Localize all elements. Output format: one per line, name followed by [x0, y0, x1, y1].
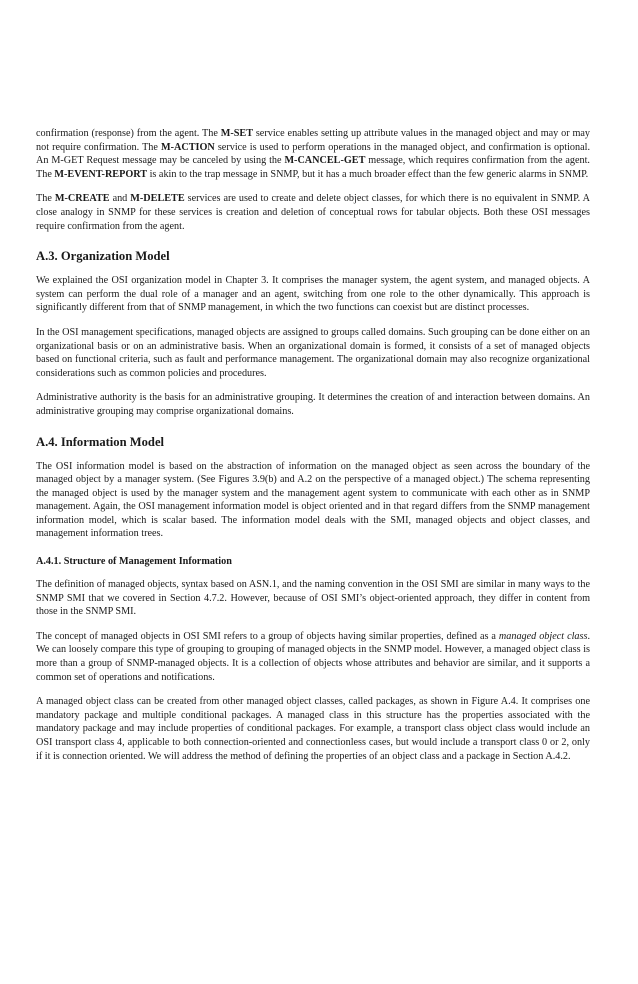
text: The concept of managed objects in OSI SMI refers to a group of objects having similar properties, defined as a — [36, 630, 499, 642]
paragraph-organization-model: We explained the OSI organization model in Chapter 3. It comprises the manager system, the agent system, and managed objects. A system can perform the dual role of a manager and an agent, switching from one role to the other dynamically. This approach is significantly different from that of SNMP management, in which the two functions can coexist but are distinct processes. — [36, 275, 590, 314]
paragraph-managed-object-class — [36, 630, 590, 684]
text: service enables setting up attribute values in the managed object and may or may not require confirmation. The — [36, 128, 591, 153]
paragraph-smi-definition: The definition of managed objects, syntax based on ASN.1, and the naming convention in the OSI SMI are similar in many ways to the SNMP SMI that we covered in Section 4.7.2. However, because of OSI SMI’s object-oriented approach, they differ in content from those in the SNMP SMI. — [36, 579, 590, 618]
text: confirmation (response) from the agent. The — [36, 128, 221, 139]
term-m-set: M-SET — [220, 128, 253, 139]
heading-information-model: A.4. Information Model — [36, 434, 165, 449]
text: . We can loosely compare this type of grouping to grouping of managed objects in the SNMP model. However, a managed object class is more than a group of SNMP-managed objects. It is a collection of objects whose attributes and behavior are similar, and it supports a common set of operations and notifications. — [36, 630, 590, 683]
term-m-delete: M-DELETE — [130, 193, 185, 205]
text: service is used to perform operations in the managed object, and confirmation is optional. An M-GET Request message may be canceled by using the — [36, 141, 590, 167]
term-m-event-report: M-EVENT-REPORT — [54, 168, 148, 180]
term-managed-object-class: managed object class — [498, 630, 588, 642]
text: services are used to create and delete object classes, for which there is no equivalent in SNMP. A close analogy in SNMP for these services is creation and deletion of conceptual rows for tabular objects. Both these OSI messages require confirmation from the agent. — [36, 193, 590, 232]
paragraph-services-set-action — [36, 127, 590, 181]
text: is akin to the trap message in SNMP, but it has a much broader effect than the few generic alarms in SNMP. — [147, 168, 589, 180]
paragraph-domains: In the OSI management specifications, managed objects are assigned to groups called domains. Such grouping can be done either on an organizational basis or on an administrative basis. When an organizational domain is formed, it consists of a set of managed objects based on functional criteria, such as fault and performance management. The organizational domain may also recognize organizational considerations such as common policies and procedures. — [36, 326, 590, 379]
paragraph-administrative-authority: Administrative authority is the basis for an administrative grouping. It determines the creation of and interaction between domains. An administrative grouping may comprise organizational domains. — [36, 392, 590, 417]
text: message, which requires confirmation from the agent. The — [36, 155, 590, 180]
term-m-create: M-CREATE — [54, 193, 110, 205]
term-m-action: M-ACTION — [161, 141, 215, 153]
paragraph-packages: A managed object class can be created from other managed object classes, called packages, as shown in Figure A.4. It comprises one mandatory package and multiple conditional packages. A managed class in this structure has the properties associated with the mandatory package and may include properties of conditional packages. For example, a transport class object class would include an OSI transport class 4, applicable to both connection-oriented and connectionless cases, but would include a transport class 0 or 2, only if it is connection oriented. We will address the method of defining the properties of an object class and a package in Section A.4.2. — [36, 696, 590, 762]
paragraph-services-create-delete — [36, 192, 590, 233]
text: and — [109, 193, 131, 205]
heading-organization-model: A.3. Organization Model — [36, 249, 170, 264]
text: The — [36, 193, 55, 205]
heading-structure-of-management-information: A.4.1. Structure of Management Information — [36, 556, 232, 568]
term-m-cancel-get: M-CANCEL-GET — [284, 155, 366, 167]
paragraph-information-model: The OSI information model is based on the abstraction of information on the managed object as seen across the boundary of the managed object by a manager system. (See Figures 3.9(b) and A.2 on the perspective of a managed object.) The schema representing the managed object is used by the manager system and the management agent system to communicate with each other as in SNMP management. Again, the OSI management information model is object oriented and in that regard differs from the SNMP management information model, which is scalar based. The information model deals with the SMI, managed objects and object classes, and management information trees. — [36, 460, 590, 540]
